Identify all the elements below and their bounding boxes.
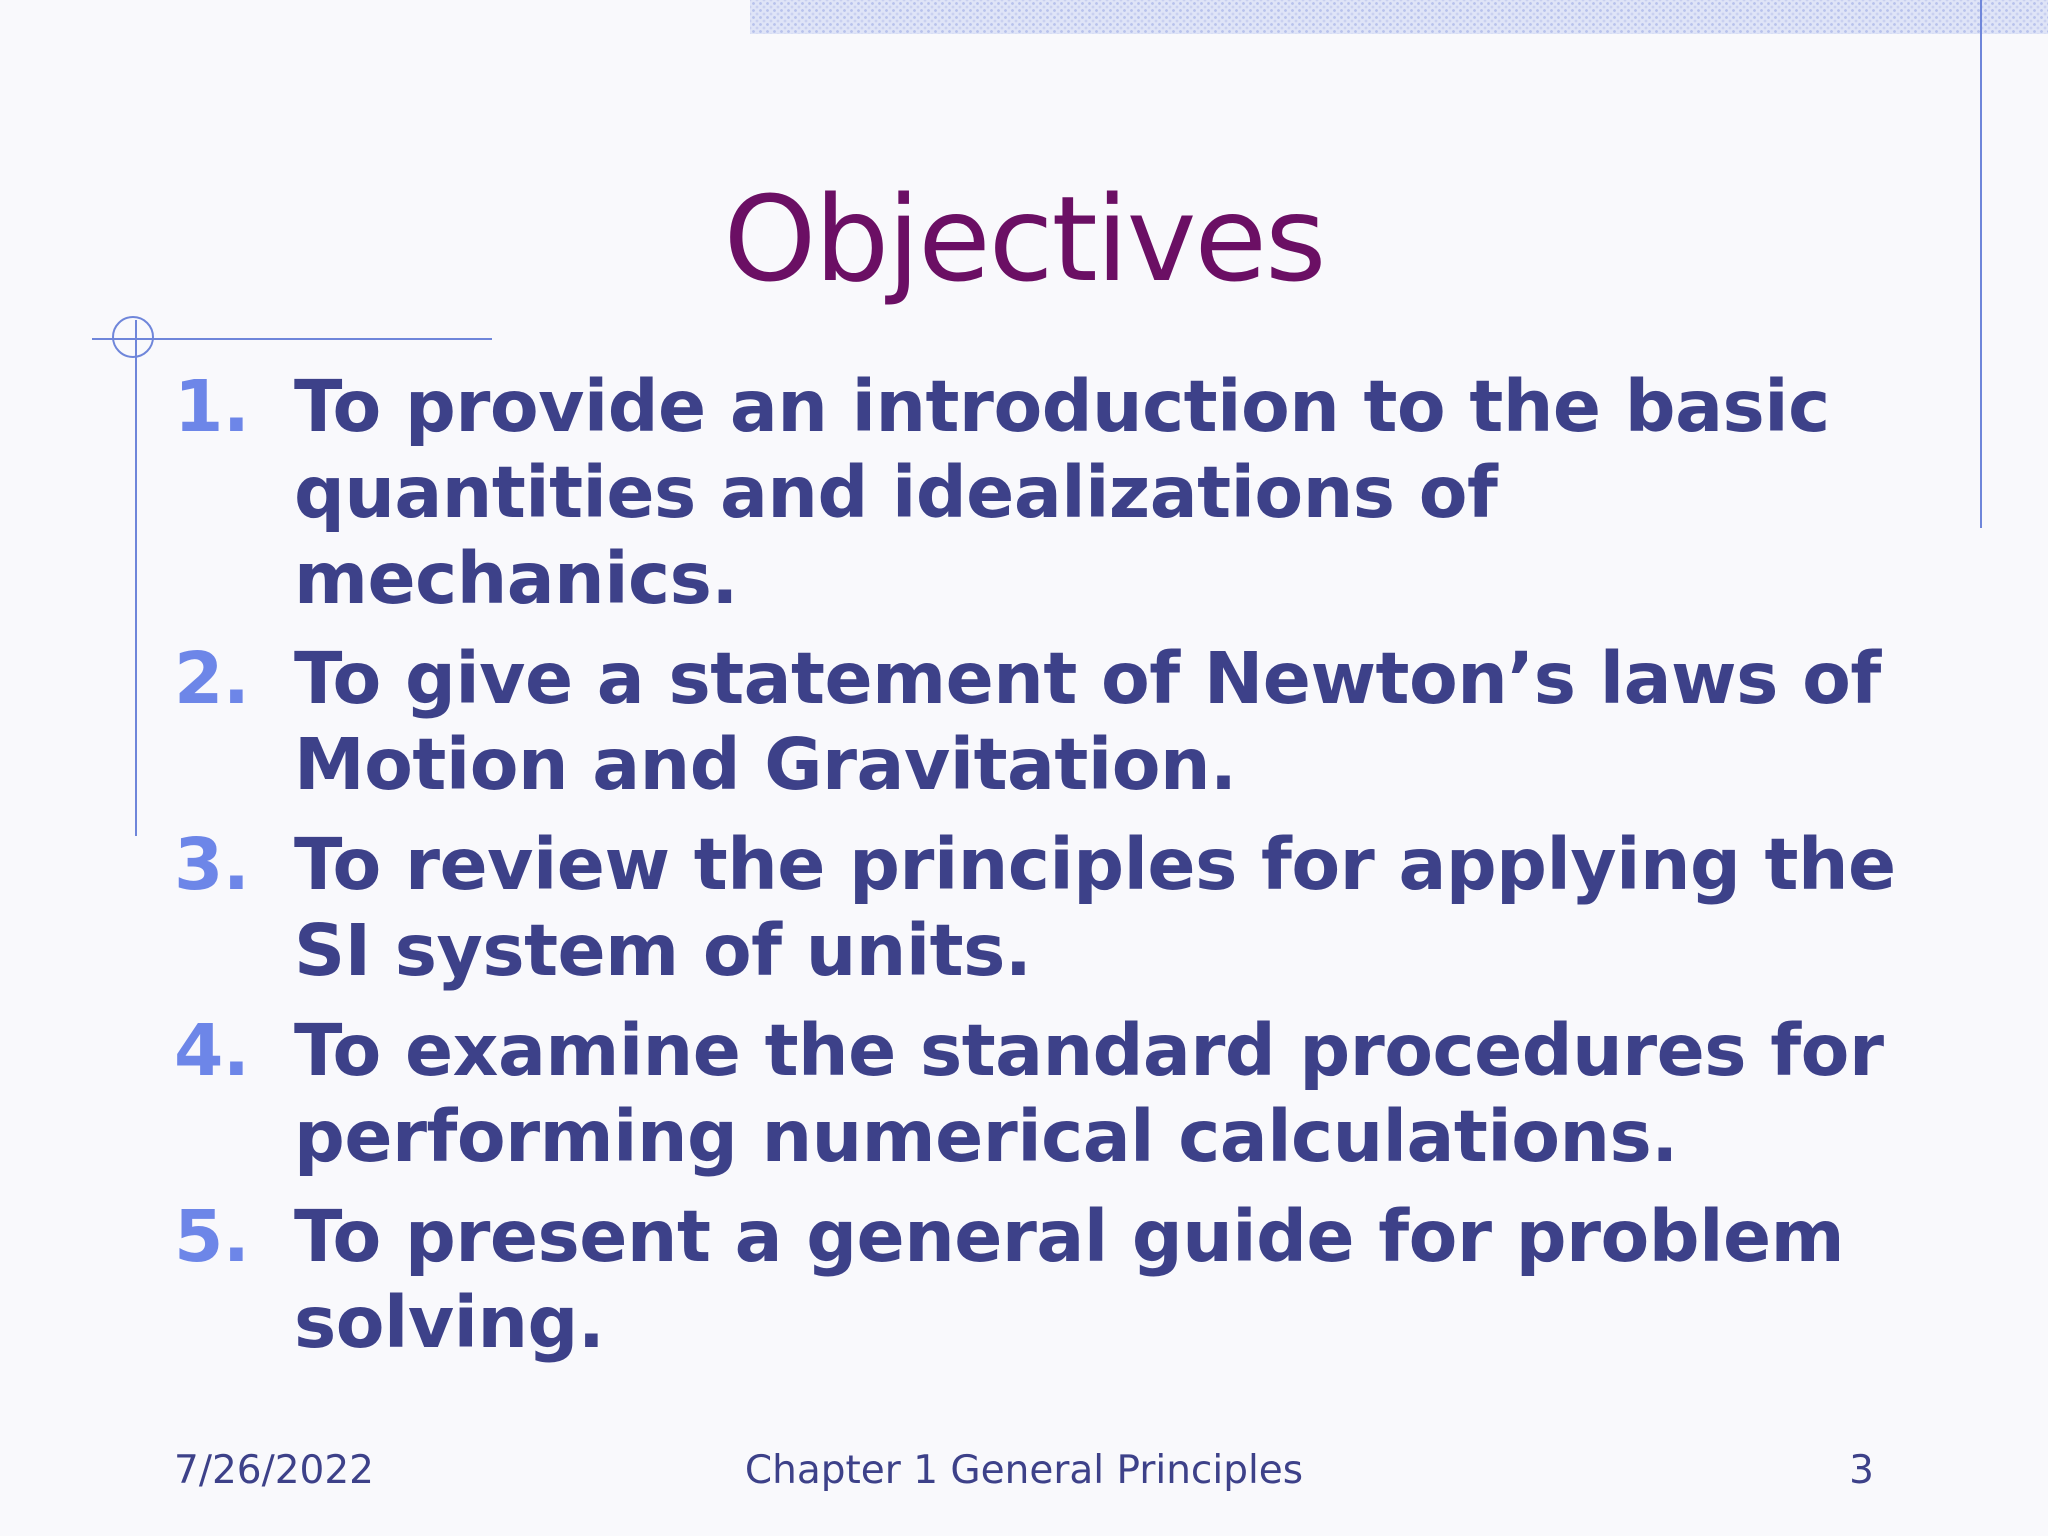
footer-chapter: Chapter 1 General Principles	[744, 1448, 1304, 1493]
decorative-ring-icon	[112, 316, 154, 358]
objective-number: 3.	[174, 823, 250, 906]
decorative-top-band	[750, 0, 2048, 34]
objective-number: 1.	[174, 365, 250, 448]
objective-text: To examine the standard procedures for performing numerical calculations.	[294, 1009, 1884, 1178]
objective-item	[170, 1008, 1910, 1180]
footer-date: 7/26/2022	[174, 1448, 374, 1493]
objective-number: 4.	[174, 1009, 250, 1092]
objective-item	[170, 364, 1910, 622]
objective-text: To give a statement of Newton’s laws of Motion and Gravitation.	[294, 637, 1881, 806]
objective-number: 5.	[174, 1195, 250, 1278]
slide-title: Objectives	[723, 170, 1325, 308]
objective-text: To review the principles for applying the SI system of units.	[294, 823, 1896, 992]
objectives-list	[170, 364, 1910, 1380]
objective-text: To provide an introduction to the basic quantities and idealizations of mechanics.	[294, 365, 1830, 620]
decorative-left-rule	[135, 320, 137, 836]
objective-number: 2.	[174, 637, 250, 720]
footer-page-number: 3	[1849, 1448, 1874, 1493]
objective-text: To present a general guide for problem solving.	[294, 1195, 1845, 1364]
objective-item	[170, 822, 1910, 994]
objective-item	[170, 636, 1910, 808]
objective-item	[170, 1194, 1910, 1366]
